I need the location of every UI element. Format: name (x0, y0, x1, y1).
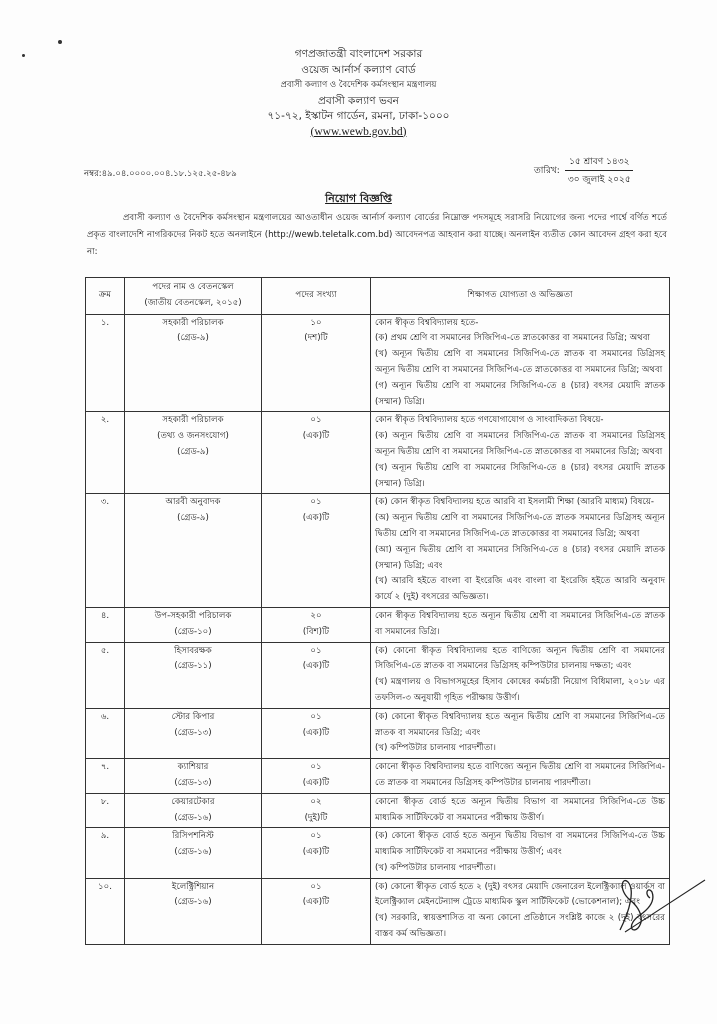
post-count-words: (বিশ)টি (302, 626, 330, 637)
qualification-cell (371, 494, 670, 608)
qualification-line: (খ) মন্ত্রণালয় ও বিভাগসমূহের হিসাব কোষের কর্মচারী নিয়োগ বিধিমালা, ২০১৮ এর তফসিল-৩ অনুযায়ী গৃহিত পরীক্ষায় উত্তীর্ণ। (375, 677, 665, 703)
post-count-words: (এক)টি (302, 897, 330, 908)
post-cell (125, 708, 262, 758)
count-cell (262, 828, 371, 878)
post-grade: (গ্রেড-১৬) (174, 847, 212, 858)
qualification-line: (আ) অন্যূন দ্বিতীয় শ্রেণি বা সমমানের সিজিপিএ-তে ৪ (চার) বৎসর মেয়াদি স্নাতক (সম্মান) ডিগ্রি; এবং (375, 544, 665, 571)
table-row (86, 412, 670, 494)
post-count: ০১ (310, 881, 322, 892)
table-row (86, 494, 670, 608)
intro-paragraph: প্রবাসী কল্যাণ ও বৈদেশিক কর্মসংস্থান মন্ত্রণালয়ের আওতাধীন ওয়েজ আর্নার্স কল্যাণ বোর্ডের নিম্নোক্ত পদসমূহে সরাসরি নিয়োগের জন্য পদের পার্শ্বে বর্ণিত শর্তে প্রকৃত বাংলাদেশি নাগরিকদের নিকট হতে অনলাইনে (http://wewb.teletalk.com.bd) আবেদনপত্র আহবান করা যাচ্ছে। অনলাইন ব্যতীত কোন আবেদন গ্রহণ করা হবে না: (87, 213, 667, 257)
serial-cell: ৬. (86, 708, 125, 758)
count-cell (262, 412, 371, 494)
qualification-line: (খ) কম্পিউটার চালনায় পারদর্শীতা। (375, 862, 496, 873)
post-grade: (গ্রেড-১১) (174, 661, 212, 672)
table-row (86, 708, 670, 758)
count-cell (262, 494, 371, 608)
post-cell (125, 642, 262, 708)
post-name: কেয়ারটেকার (171, 796, 215, 807)
building-name: প্রবাসী কল্যাণ ভবন (318, 94, 399, 107)
post-name: ক্যাশিয়ার (177, 762, 209, 773)
notice-title: নিয়োগ বিজ্ঞপ্তি (325, 192, 392, 205)
post-count-words: (এক)টি (302, 847, 330, 858)
post-grade: (গ্রেড-৯) (177, 446, 209, 457)
qualification-cell (371, 759, 670, 794)
qualification-line: (খ) আরবি হইতে বাংলা বা ইংরেজি এবং বাংলা বা ইংরেজি হইতে আরবি অনুবাদ কার্যে ২ (দুই) বৎসরের অভিজ্ঞতা। (375, 576, 665, 603)
post-count-words: (এক)টি (302, 513, 330, 524)
post-grade: (গ্রেড-১৬) (174, 897, 212, 908)
date-english: ৩০ জুলাই ২০২৫ (567, 175, 631, 185)
post-cell (125, 494, 262, 608)
post-count-words: (দুই)টি (304, 812, 328, 823)
table-row (86, 314, 670, 412)
qualification-line: (ক) কোনো স্বীকৃত বিশ্ববিদ্যালয় হতে বাণিজ্যে অন্যূন দ্বিতীয় শ্রেণি বা সমমানের সিজিপিএ-তে স্নাতক বা সমমানের ডিগ্রিসহ কম্পিউটার চালনায় দক্ষতা; এবং (375, 645, 665, 672)
header-post-line2: (জাতীয় বেতনস্কেল, ২০১৫) (144, 297, 242, 308)
post-grade: (গ্রেড-৯) (177, 333, 209, 344)
qualification-cell (371, 314, 670, 412)
serial-cell: ৯. (86, 828, 125, 878)
post-count-words: (এক)টি (302, 777, 330, 788)
post-name: স্টোর কিপার (171, 711, 215, 722)
post-count: ০১ (310, 645, 322, 656)
header-qualification: শিক্ষাগত যোগ্যতা ও অভিজ্ঞতা (371, 278, 670, 315)
post-count: ০১ (310, 831, 322, 842)
date-bangla: ১৫ শ্রাবণ ১৪৩২ (565, 154, 633, 171)
post-grade: (গ্রেড-১৬) (174, 812, 212, 823)
post-cell (125, 828, 262, 878)
scan-speck (58, 40, 62, 44)
post-cell (125, 607, 262, 642)
table-row (86, 642, 670, 708)
qualification-line: (ক) প্রথম শ্রেণি বা সমমানের সিজিপিএ-তে স্নাতকোত্তর বা সমমানের ডিগ্রি; অথবা (375, 333, 650, 344)
count-cell (262, 793, 371, 828)
qualification-line: (ক) কোনো স্বীকৃত বোর্ড হতে ২ (দুই) বৎসর মেয়াদি জেনারেল ইলেক্ট্রিক্যাল ওয়ার্কস বা ইলেক্ট্রিক্যাল মেইনটেন্যান্স ট্রেডে মাধ্যমিক স্কুল সার্টিফিকেট (ভোকেশনাল); এবং (375, 881, 665, 908)
qualification-line: (ক) কোন স্বীকৃত বিশ্ববিদ্যালয় হতে আরবি বা ইসলামী শিক্ষা (আরবি মাধ্যম) বিষয়ে- (375, 497, 654, 508)
post-name: ইলেক্ট্রিশিয়ান (171, 881, 215, 892)
serial-cell: ৫. (86, 642, 125, 708)
table-body (86, 314, 670, 944)
header-post (125, 278, 262, 315)
serial-cell: ১০. (86, 878, 125, 944)
govt-name: গণপ্রজাতন্ত্রী বাংলাদেশ সরকার (294, 48, 423, 60)
post-name: রিসিপশনিস্ট (172, 831, 214, 842)
date-label: তারিখ: (534, 166, 560, 176)
address: ৭১-৭২, ইস্কাটন গার্ডেন, রমনা, ঢাকা-১০০০ (267, 110, 450, 122)
serial-cell: ৩. (86, 494, 125, 608)
count-cell (262, 314, 371, 412)
qualification-cell (371, 708, 670, 758)
post-grade: (গ্রেড-১০) (174, 626, 212, 637)
qualification-line: কোনো স্বীকৃত বোর্ড হতে অন্যূন দ্বিতীয় বিভাগ বা সমমানের সিজিপিএ-তে উচ্চ মাধ্যমিক সার্টিফিকেট বা সমমানের পরীক্ষায় উত্তীর্ণ। (375, 796, 665, 823)
table-row (86, 759, 670, 794)
qualification-line: কোন স্বীকৃত বিশ্ববিদ্যালয় হতে গণযোগাযোগ ও সাংবাদিকতা বিষয়ে- (375, 415, 604, 426)
post-grade: (গ্রেড-১৩) (174, 727, 212, 738)
header-count: পদের সংখ্যা (262, 278, 371, 315)
letterhead (0, 47, 717, 140)
qualification-line: কোন স্বীকৃত বিশ্ববিদ্যালয় হতে- (375, 317, 479, 328)
post-count: ১০ (310, 317, 322, 328)
serial-cell: ৮. (86, 793, 125, 828)
post-grade: (গ্রেড-১৩) (174, 777, 212, 788)
date-values (564, 154, 635, 187)
table-row (86, 793, 670, 828)
post-cell (125, 793, 262, 828)
post-count: ২০ (310, 610, 322, 621)
memo-number: নম্বর:৪৯.০৪.০০০০.০০৪.১৮.১২৫.২৫-৪৮৯ (84, 169, 237, 179)
post-cell (125, 878, 262, 944)
qualification-line: (অ) অন্যূন দ্বিতীয় শ্রেণি বা সমমানের সিজিপিএ-তে স্নাতক সমমানের ডিগ্রিসহ অন্যূন দ্বিতীয় শ্রেণি বা সমমানের সিজিপিএ-তে স্নাতকোত্তর বা সমমানের ডিগ্রি; অথবা (375, 513, 665, 539)
serial-cell: ১. (86, 314, 125, 412)
post-grade: (গ্রেড-৯) (177, 513, 209, 524)
qualification-cell (371, 412, 670, 494)
qualification-line: (খ) অন্যূন দ্বিতীয় শ্রেণি বা সমমানের সিজিপিএ-তে ৪ (চার) বৎসর মেয়াদি স্নাতক (সম্মান) ডিগ্রি। (375, 462, 665, 489)
qualification-cell (371, 642, 670, 708)
table-header-row (86, 278, 670, 315)
ministry-name: প্রবাসী কল্যাণ ও বৈদেশিক কর্মসংস্থান মন্ত্রণালয় (280, 80, 437, 90)
serial-cell: ২. (86, 412, 125, 494)
table-row (86, 828, 670, 878)
qualification-line: কোনো স্বীকৃত বিশ্ববিদ্যালয় হতে বাণিজ্যে অন্যূন দ্বিতীয় শ্রেণি বা সমমানের সিজিপিএ-তে স্নাতক বা সমমানের ডিগ্রিসহ কম্পিউটার চালনায় পারদর্শীতা। (375, 762, 665, 788)
qualification-line: (খ) অন্যূন দ্বিতীয় শ্রেণি বা সমমানের সিজিপিএ-তে স্নাতক বা সমমানের ডিগ্রিসহ অন্যূন দ্বিতীয় শ্রেণি বা সমমানের সিজিপিএ-তে স্নাতকোত্তর বা সমমানের ডিগ্রি; অথবা (375, 349, 665, 375)
qualification-line: (গ) অন্যূন দ্বিতীয় শ্রেণি বা সমমানের সিজিপিএ-তে ৪ (চার) বৎসর মেয়াদি স্নাতক (সম্মান) ডিগ্রি। (375, 380, 665, 407)
count-cell (262, 642, 371, 708)
post-count-words: (দশ)টি (304, 333, 328, 344)
qualification-line: (ক) কোনো স্বীকৃত বোর্ড হতে অন্যূন দ্বিতীয় বিভাগ বা সমমানের সিজিপিএ-তে উচ্চ মাধ্যমিক সার্টিফিকেট বা সমমানের পরীক্ষায় উত্তীর্ণ; এবং (375, 831, 665, 858)
post-count-words: (এক)টি (302, 431, 330, 442)
signature (600, 870, 710, 940)
table-row (86, 607, 670, 642)
vacancy-table (85, 277, 670, 945)
qualification-line: (ক) অন্যূন দ্বিতীয় শ্রেণি বা সমমানের সিজিপিএ-তে স্নাতক বা সমমানের ডিগ্রিসহ অন্যূন দ্বিতীয় শ্রেণি বা সমমানের সিজিপিএ-তে স্নাতকোত্তর বা সমমানের ডিগ্রি; অথবা (375, 431, 665, 457)
count-cell (262, 878, 371, 944)
post-cell (125, 412, 262, 494)
qualification-cell (371, 607, 670, 642)
qualification-line: (ক) কোনো স্বীকৃত বিশ্ববিদ্যালয় হতে অন্যূন দ্বিতীয় শ্রেণি বা সমমানের সিজিপিএ-তে স্নাতক বা সমমানের ডিগ্রি; এবং (375, 711, 665, 738)
qualification-line: (খ) সরকারি, স্বায়ত্তশাসিত বা অন্য কোনো প্রতিষ্ঠানে সংশ্লিষ্ট কাজে ২ (দুই) বৎসরের বাস্তব কর্ম অভিজ্ঞতা। (375, 913, 665, 940)
post-cell (125, 314, 262, 412)
post-name: সহকারী পরিচালক (162, 317, 224, 328)
date-block (534, 154, 635, 187)
post-name: উপ-সহকারী পরিচালক (154, 610, 232, 621)
table-row (86, 878, 670, 944)
post-count: ০১ (310, 762, 322, 773)
post-name: হিসাবরক্ষক (174, 645, 212, 656)
post-count: ০১ (310, 497, 322, 508)
post-count-words: (এক)টি (302, 727, 330, 738)
post-name: আরবী অনুবাদক (165, 497, 221, 508)
post-subtitle: (তথ্য ও জনসংযোগ) (157, 431, 229, 442)
post-cell (125, 759, 262, 794)
serial-cell: ৪. (86, 607, 125, 642)
post-count: ০১ (310, 711, 322, 722)
qualification-line: (খ) কম্পিউটার চালনায় পারদর্শীতা। (375, 743, 496, 754)
post-count: ০২ (310, 796, 322, 807)
header-sl: ক্রম (86, 278, 125, 315)
header-post-line1: পদের নাম ও বেতনস্কেল (152, 282, 234, 292)
count-cell (262, 759, 371, 794)
website-link[interactable]: (www.wewb.gov.bd) (310, 125, 407, 138)
qualification-line: কোন স্বীকৃত বিশ্ববিদ্যালয় হতে অন্যূন দ্বিতীয় শ্রেণী বা সমমানের সিজিপিএ-তে স্নাতক বা সমমানের ডিগ্রি। (375, 610, 665, 637)
post-count-words: (এক)টি (302, 661, 330, 672)
qualification-cell (371, 793, 670, 828)
board-name: ওয়েজ আর্নার্স কল্যাণ বোর্ড (301, 63, 416, 76)
serial-cell: ৭. (86, 759, 125, 794)
count-cell (262, 708, 371, 758)
count-cell (262, 607, 371, 642)
post-count: ০১ (310, 415, 322, 426)
post-name: সহকারী পরিচালক (162, 415, 224, 426)
